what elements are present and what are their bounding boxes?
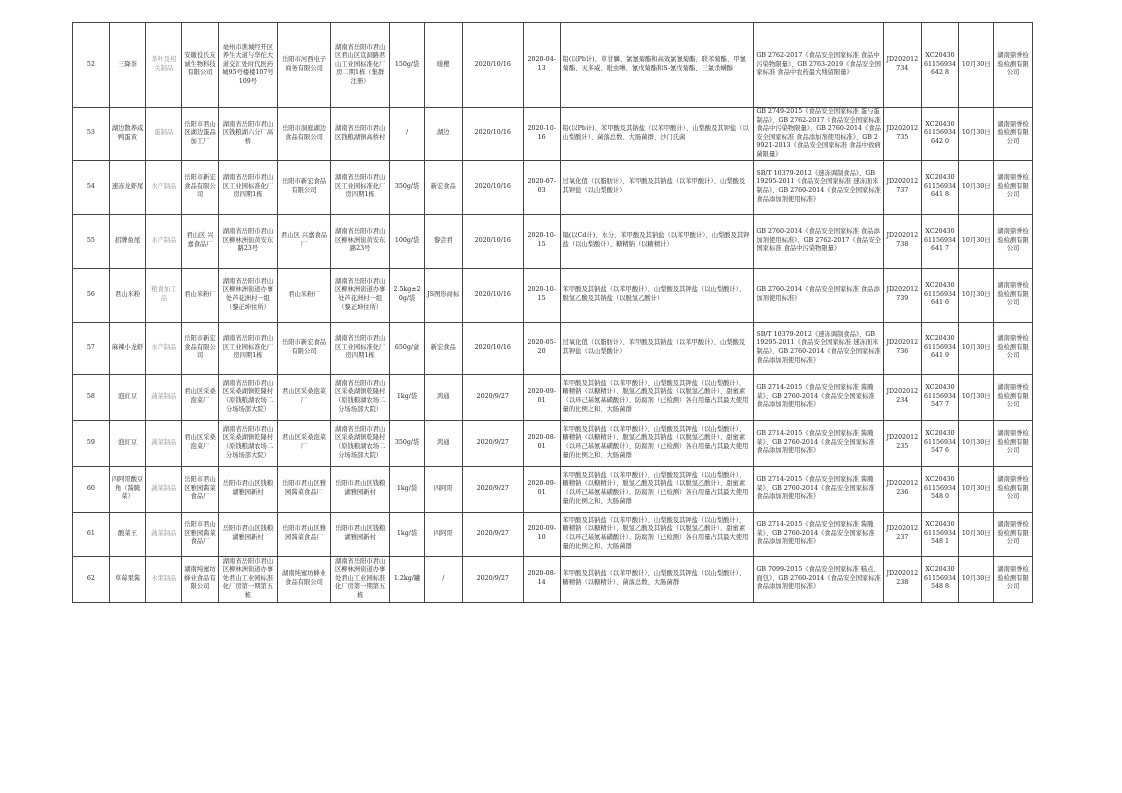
sampling-date-cell: 2020-08-14 bbox=[523, 556, 560, 602]
specification-cell: 350g/袋 bbox=[390, 420, 425, 466]
specification-cell: 1.2kg/罐 bbox=[390, 556, 425, 602]
product-name-cell: 泡豇豆 bbox=[109, 374, 146, 420]
row-number-cell: 59 bbox=[73, 420, 110, 466]
notice-date-cell: 10月30日 bbox=[959, 374, 994, 420]
food-category-cell: 水产制品 bbox=[146, 322, 182, 374]
seller-name-cell: 岳阳市君山区雅园酱菜食品厂 bbox=[278, 466, 331, 512]
product-name-cell: 湖边散养咸鸭蛋黄 bbox=[109, 108, 146, 161]
report-number-cell: XC2043061156934642 8 bbox=[921, 23, 959, 108]
test-items-cell: 苯甲酸及其钠盐（以苯甲酸计）、山梨酸及其钾盐（以山梨酸计）、脱氢乙酸及其钠盐（以脱氢乙酸计） bbox=[560, 268, 754, 322]
producer-address-cell: 湖南省岳阳市君山区柳林洲街道办事处芦花洲村一组（黎正坤住所） bbox=[218, 268, 277, 322]
brand-cell: 湖边 bbox=[424, 108, 462, 161]
judgement-standard-cell: GB 2714-2015《食品安全国家标准 酱腌菜》、GB 2760-2014《食品安全国家标准 食品添加剂使用标准》 bbox=[754, 512, 884, 556]
specification-cell: 350g/袋 bbox=[390, 160, 425, 214]
sample-number-cell: JD202012234 bbox=[883, 374, 921, 420]
producer-address-cell: 湖南省岳阳市君山区柳林洲街黄安东路23号 bbox=[218, 214, 277, 268]
test-items-cell: 过氧化值（以脂肪计）、苯甲酸及其钠盐（以苯甲酸计）、山梨酸及其钾盐（以山梨酸计） bbox=[560, 160, 754, 214]
judgement-standard-cell: GB 2714-2015《食品安全国家标准 酱腌菜》、GB 2760-2014《食品安全国家标准 食品添加剂使用标准》 bbox=[754, 420, 884, 466]
row-number-cell: 61 bbox=[73, 512, 110, 556]
report-number-cell: XC2043061156934547 6 bbox=[921, 420, 959, 466]
judgement-standard-cell: GB 2760-2014《食品安全国家标准 食品添加剂使用标准》、GB 2762-2017《食品安全国家标准 食品中污染物限量》 bbox=[754, 214, 884, 268]
notice-date-cell: 10月30日 bbox=[959, 420, 994, 466]
brand-cell: 鸿通 bbox=[424, 374, 462, 420]
notice-date-cell: 10月30日 bbox=[959, 322, 994, 374]
seller-name-cell: 君山区采桑泡菜厂 bbox=[278, 374, 331, 420]
table-row bbox=[73, 268, 1033, 322]
specification-cell: 100g/袋 bbox=[390, 214, 425, 268]
product-name-cell: 泡豇豆 bbox=[109, 420, 146, 466]
sample-number-cell: JD202012238 bbox=[883, 556, 921, 602]
specification-cell: 650g/盒 bbox=[390, 322, 425, 374]
producer-name-cell: 岳阳市君山区雅园酱菜食品厂 bbox=[182, 512, 219, 556]
producer-address-cell: 湖南省岳阳市君山区工业园标准化厂房四期1栋 bbox=[218, 160, 277, 214]
test-items-cell: 镉(以Cd计)、水分、苯甲酸及其钠盐（以苯甲酸计）、山梨酸及其钾盐（以山梨酸计）、糖精钠（以糖精计） bbox=[560, 214, 754, 268]
testing-agency-cell: 湖南鼎誉检验检测有限公司 bbox=[994, 214, 1033, 268]
sampling-date-cell: 2020-08-01 bbox=[523, 420, 560, 466]
testing-agency-cell: 湖南鼎誉检验检测有限公司 bbox=[994, 322, 1033, 374]
report-number-cell: XC2043061156934641 7 bbox=[921, 214, 959, 268]
testing-agency-cell: 湖南鼎誉检验检测有限公司 bbox=[994, 108, 1033, 161]
specification-cell: 1kg/袋 bbox=[390, 374, 425, 420]
testing-agency-cell: 湖南鼎誉检验检测有限公司 bbox=[994, 268, 1033, 322]
judgement-standard-cell: SB/T 10379-2012《速冻调制食品》、GB 19295-2011《食品安全国家标准 速冻面米制品》、GB 2760-2014《食品安全国家标准 食品添加剂使用标准》 bbox=[754, 322, 884, 374]
specification-cell: 2.5kg±20g/袋 bbox=[390, 268, 425, 322]
brand-cell: / bbox=[424, 556, 462, 602]
judgement-standard-cell: GB 2762-2017《食品安全国家标准 食品中污染物限量》、GB 2763-2019《食品安全国家标准 食品中农药最大残留限量》 bbox=[754, 23, 884, 108]
row-number-cell: 54 bbox=[73, 160, 110, 214]
seller-name-cell: 君山区 兴嘉食品厂 bbox=[278, 214, 331, 268]
sample-number-cell: JD202012739 bbox=[883, 268, 921, 322]
judgement-standard-cell: GB 2714-2015《食品安全国家标准 酱腌菜》、GB 2760-2014《食品安全国家标准 食品添加剂使用标准》 bbox=[754, 374, 884, 420]
specification-cell: / bbox=[390, 108, 425, 161]
sampling-date-cell: 2020-10-15 bbox=[523, 214, 560, 268]
sample-number-cell: JD202012738 bbox=[883, 214, 921, 268]
sampling-date-cell: 2020-09-01 bbox=[523, 466, 560, 512]
sample-number-cell: JD202012735 bbox=[883, 108, 921, 161]
seller-name-cell: 岳阳市君山区雅园酱菜食品厂 bbox=[278, 512, 331, 556]
sampling-date-cell: 2020-10-16 bbox=[523, 108, 560, 161]
testing-agency-cell: 湖南鼎誉检验检测有限公司 bbox=[994, 160, 1033, 214]
table-body bbox=[73, 23, 1033, 603]
seller-name-cell: 岳阳市新宏食品有限公司 bbox=[278, 160, 331, 214]
table-row bbox=[73, 466, 1033, 512]
seller-address-cell: 湖南省岳阳市君山区工业园标准化厂房四期1栋 bbox=[331, 322, 390, 374]
sampling-date-cell: 2020-09-01 bbox=[523, 374, 560, 420]
seller-name-cell: 岳阳市新宏食品有限公司 bbox=[278, 322, 331, 374]
specification-cell: 1kg/袋 bbox=[390, 512, 425, 556]
seller-address-cell: 湖南省岳阳市君山区采桑湖镇乾隆村（原钱粮湖农场二分场场部大院） bbox=[331, 374, 390, 420]
sample-number-cell: JD202012237 bbox=[883, 512, 921, 556]
brand-cell: JS图形商标 bbox=[424, 268, 462, 322]
notice-date-cell: 10月30日 bbox=[959, 556, 994, 602]
food-category-cell: 粮食加工品 bbox=[146, 268, 182, 322]
sample-number-cell: JD202012235 bbox=[883, 420, 921, 466]
testing-agency-cell: 湖南鼎誉检验检测有限公司 bbox=[994, 23, 1033, 108]
seller-name-cell: 君山米粉厂 bbox=[278, 268, 331, 322]
seller-name-cell: 君山区采桑泡菜厂 bbox=[278, 420, 331, 466]
production-date-cell: 2020/10/16 bbox=[462, 214, 523, 268]
testing-agency-cell: 湖南鼎誉检验检测有限公司 bbox=[994, 512, 1033, 556]
seller-address-cell: 湖南省岳阳市君山区钱粮湖镇高桥村 bbox=[331, 108, 390, 161]
judgement-standard-cell: GB 2714-2015《食品安全国家标准 酱腌菜》、GB 2760-2014《食品安全国家标准 食品添加剂使用标准》 bbox=[754, 466, 884, 512]
sampling-date-cell: 2020-05-20 bbox=[523, 322, 560, 374]
table-row bbox=[73, 214, 1033, 268]
brand-cell: 鸿通 bbox=[424, 420, 462, 466]
test-items-cell: 苯甲酸及其钠盐（以苯甲酸计）、山梨酸及其钾盐（以山梨酸计）、糖精钠（以糖精计）、脱氢乙酸及其钠盐（以脱氢乙酸计）、甜蜜素（以环己基氨基磺酸计）、防腐剂（已检测）各自用量占其最大使用量的比例之和、大肠菌群 bbox=[560, 512, 754, 556]
test-items-cell: 苯甲酸及其钠盐（以苯甲酸计）、山梨酸及其钾盐（以山梨酸计）、糖精钠（以糖精计）、脱氢乙酸及其钠盐（以脱氢乙酸计）、甜蜜素（以环己基氨基磺酸计）、防腐剂（已检测）各自用量占其最大使用量的比例之和、大肠菌群 bbox=[560, 466, 754, 512]
table-row bbox=[73, 420, 1033, 466]
notice-date-cell: 10月30日 bbox=[959, 466, 994, 512]
report-number-cell: XC2043061156934641 9 bbox=[921, 322, 959, 374]
food-category-cell: 水产制品 bbox=[146, 214, 182, 268]
food-category-cell: 水产制品 bbox=[146, 160, 182, 214]
production-date-cell: 2020/10/16 bbox=[462, 160, 523, 214]
test-items-cell: 苯甲酸及其钠盐（以苯甲酸计）、山梨酸及其钾盐（以山梨酸计）、糖精钠（以糖精计）、脱氢乙酸及其钠盐（以脱氢乙酸计）、甜蜜素（以环己基氨基磺酸计）、防腐剂（已检测）各自用量占其最大使用量的比例之和、大肠菌群 bbox=[560, 374, 754, 420]
sampling-date-cell: 2020-09-10 bbox=[523, 512, 560, 556]
producer-address-cell: 湖南省岳阳市君山区柳林洲街道办事处君山工业园标准化厂房第一期第五栋 bbox=[218, 556, 277, 602]
judgement-standard-cell: GB 2760-2014《食品安全国家标准 食品添加剂使用标准》 bbox=[754, 268, 884, 322]
food-category-cell: 蛋制品 bbox=[146, 108, 182, 161]
brand-cell: 黎尝君 bbox=[424, 214, 462, 268]
brand-cell: 新宏食品 bbox=[424, 322, 462, 374]
row-number-cell: 52 bbox=[73, 23, 110, 108]
judgement-standard-cell: SB/T 10379-2012《速冻调制食品》、GB 19295-2011《食品安全国家标准 速冻面米制品》、GB 2760-2014《食品安全国家标准 食品添加剂使用标准》 bbox=[754, 160, 884, 214]
producer-name-cell: 君山区 兴嘉食品厂 bbox=[182, 214, 219, 268]
product-name-cell: 君山米粉 bbox=[109, 268, 146, 322]
row-number-cell: 55 bbox=[73, 214, 110, 268]
product-name-cell: 速冻龙虾尾 bbox=[109, 160, 146, 214]
brand-cell: 暖樱 bbox=[424, 23, 462, 108]
production-date-cell: 2020/9/27 bbox=[462, 420, 523, 466]
food-category-cell: 蔬菜制品 bbox=[146, 512, 182, 556]
producer-name-cell: 岳阳市新宏食品有限公司 bbox=[182, 322, 219, 374]
report-number-cell: XC2043061156934547 7 bbox=[921, 374, 959, 420]
producer-address-cell: 湖南省岳阳市君山区钱粮湖六分厂高桥 bbox=[218, 108, 277, 161]
production-date-cell: 2020/10/16 bbox=[462, 322, 523, 374]
production-date-cell: 2020/10/16 bbox=[462, 108, 523, 161]
report-number-cell: XC2043061156934548 1 bbox=[921, 512, 959, 556]
row-number-cell: 56 bbox=[73, 268, 110, 322]
sampling-date-cell: 2020-10-15 bbox=[523, 268, 560, 322]
test-items-cell: 过氧化值（以脂肪计）、苯甲酸及其钠盐（以苯甲酸计）、山梨酸及其钾盐（以山梨酸计） bbox=[560, 322, 754, 374]
report-number-cell: XC2043061156934548 8 bbox=[921, 556, 959, 602]
table-row bbox=[73, 512, 1033, 556]
brand-cell: 新宏食品 bbox=[424, 160, 462, 214]
table-row bbox=[73, 108, 1033, 161]
row-number-cell: 53 bbox=[73, 108, 110, 161]
test-items-cell: 苯甲酸及其钠盐（以苯甲酸计）、山梨酸及其钾盐（以山梨酸计）、糖精钠（以糖精计）、脱氢乙酸及其钠盐（以脱氢乙酸计）、甜蜜素（以环己基氨基磺酸计）、防腐剂（已检测）各自用量占其最大使用量的比例之和、大肠菌群 bbox=[560, 420, 754, 466]
notice-date-cell: 10月30日 bbox=[959, 23, 994, 108]
sample-number-cell: JD202012236 bbox=[883, 466, 921, 512]
table-row bbox=[73, 374, 1033, 420]
producer-name-cell: 君山区采桑泡菜厂 bbox=[182, 374, 219, 420]
report-number-cell: XC2043061156934548 0 bbox=[921, 466, 959, 512]
table-row bbox=[73, 23, 1033, 108]
table-row bbox=[73, 322, 1033, 374]
producer-address-cell: 湖南省岳阳市君山区采桑湖镇乾隆村（原钱粮湖农场二分场场部大院） bbox=[218, 420, 277, 466]
producer-address-cell: 湖南省岳阳市君山区工业园标准化厂房四期1栋 bbox=[218, 322, 277, 374]
seller-address-cell: 湖南省岳阳市君山区采桑湖镇乾隆村（原钱粮湖农场二分场场部大院） bbox=[331, 420, 390, 466]
production-date-cell: 2020/10/16 bbox=[462, 268, 523, 322]
food-category-cell: 蔬菜制品 bbox=[146, 420, 182, 466]
seller-address-cell: 湖南省岳阳市君山区君山区宣洞路君山工业园标准化厂房二期1栋（集群注册） bbox=[331, 23, 390, 108]
seller-address-cell: 湖南省岳阳市君山区柳林洲街道办事处芦花洲村一组（黎正坤住所） bbox=[331, 268, 390, 322]
seller-address-cell: 岳阳市君山区钱粮湖雅园新村 bbox=[331, 466, 390, 512]
sample-number-cell: JD202012736 bbox=[883, 322, 921, 374]
seller-name-cell: 湖南纯蜜坊蜂业食品有限公司 bbox=[278, 556, 331, 602]
sample-number-cell: JD202012737 bbox=[883, 160, 921, 214]
seller-name-cell: 岳阳市洞庭湖边食品有限公司 bbox=[278, 108, 331, 161]
specification-cell: 1kg/袋 bbox=[390, 466, 425, 512]
product-name-cell: 四阿哥酸豆角（酱腌菜） bbox=[109, 466, 146, 512]
seller-address-cell: 湖南省岳阳市君山区柳林洲街道办事处君山工业园标准化厂房第一期第五栋 bbox=[331, 556, 390, 602]
table-row bbox=[73, 160, 1033, 214]
seller-address-cell: 湖南省岳阳市君山区柳林洲街黄安东路23号 bbox=[331, 214, 390, 268]
table-row bbox=[73, 556, 1033, 602]
product-name-cell: 招牌鱼尾 bbox=[109, 214, 146, 268]
report-number-cell: XC2043061156934642 0 bbox=[921, 108, 959, 161]
test-items-cell: 铅(以Pb计)、苯甲酸及其钠盐（以苯甲酸计）、山梨酸及其钾盐（以山梨酸计）、菌落总数、大肠菌群、沙门氏菌 bbox=[560, 108, 754, 161]
producer-name-cell: 君山米粉厂 bbox=[182, 268, 219, 322]
production-date-cell: 2020/9/27 bbox=[462, 556, 523, 602]
food-category-cell: 水果制品 bbox=[146, 556, 182, 602]
production-date-cell: 2020/10/16 bbox=[462, 23, 523, 108]
food-category-cell: 蔬菜制品 bbox=[146, 374, 182, 420]
row-number-cell: 58 bbox=[73, 374, 110, 420]
report-number-cell: XC2043061156934641 6 bbox=[921, 268, 959, 322]
producer-name-cell: 湖南纯蜜坊蜂业食品有限公司 bbox=[182, 556, 219, 602]
food-category-cell: 茶叶及相关制品 bbox=[146, 23, 182, 108]
inspection-results-table bbox=[72, 22, 1033, 603]
producer-address-cell: 岳阳市君山区钱粮湖雅园新村 bbox=[218, 512, 277, 556]
producer-name-cell: 岳阳市新宏食品有限公司 bbox=[182, 160, 219, 214]
notice-date-cell: 10月30日 bbox=[959, 512, 994, 556]
judgement-standard-cell: GB 7099-2015《食品安全国家标准 糕点、面包》、GB 2760-2014《食品安全国家标准 食品添加剂使用标准》 bbox=[754, 556, 884, 602]
seller-name-cell: 岳阳市河西电子商务有限公司 bbox=[278, 23, 331, 108]
testing-agency-cell: 湖南鼎誉检验检测有限公司 bbox=[994, 556, 1033, 602]
product-name-cell: 草莓果酱 bbox=[109, 556, 146, 602]
test-items-cell: 铅(以Pb计)、草甘膦、氯氰菊酯和高效氯氰菊酯、联苯菊酯、甲氰菊酯、灭多威、吡虫啉、氰戊菊酯和S-氰戊菊酯、三氯杀螨醇 bbox=[560, 23, 754, 108]
seller-address-cell: 湖南省岳阳市君山区工业园标准化厂房四期1栋 bbox=[331, 160, 390, 214]
sampling-date-cell: 2020-04-13 bbox=[523, 23, 560, 108]
sample-number-cell: JD202012734 bbox=[883, 23, 921, 108]
producer-name-cell: 岳阳市君山区雅园酱菜食品厂 bbox=[182, 466, 219, 512]
test-items-cell: 苯甲酸及其钠盐（以苯甲酸计）、山梨酸及其钾盐（以山梨酸计）、糖精钠（以糖精计）、菌落总数、大肠菌群 bbox=[560, 556, 754, 602]
testing-agency-cell: 湖南鼎誉检验检测有限公司 bbox=[994, 374, 1033, 420]
row-number-cell: 57 bbox=[73, 322, 110, 374]
producer-address-cell: 湖南省岳阳市君山区采桑湖镇乾隆村（原钱粮湖农场二分场场部大院） bbox=[218, 374, 277, 420]
seller-address-cell: 岳阳市君山区钱粮湖雅园新村 bbox=[331, 512, 390, 556]
row-number-cell: 62 bbox=[73, 556, 110, 602]
sampling-date-cell: 2020-07-03 bbox=[523, 160, 560, 214]
row-number-cell: 60 bbox=[73, 466, 110, 512]
producer-name-cell: 岳阳市君山区湖边蛋品加工厂 bbox=[182, 108, 219, 161]
product-name-cell: 酸菜王 bbox=[109, 512, 146, 556]
product-name-cell: 麻辣小龙虾 bbox=[109, 322, 146, 374]
product-name-cell: 三降茶 bbox=[109, 23, 146, 108]
brand-cell: 四阿哥 bbox=[424, 512, 462, 556]
testing-agency-cell: 湖南鼎誉检验检测有限公司 bbox=[994, 466, 1033, 512]
producer-name-cell: 君山区采桑泡菜厂 bbox=[182, 420, 219, 466]
producer-address-cell: 岳阳市君山区钱粮湖雅园新村 bbox=[218, 466, 277, 512]
producer-name-cell: 安徽役氏友诚生物科技有限公司 bbox=[182, 23, 219, 108]
production-date-cell: 2020/9/27 bbox=[462, 466, 523, 512]
notice-date-cell: 10月30日 bbox=[959, 160, 994, 214]
food-category-cell: 蔬菜制品 bbox=[146, 466, 182, 512]
production-date-cell: 2020/9/27 bbox=[462, 374, 523, 420]
report-number-cell: XC2043061156934641 8 bbox=[921, 160, 959, 214]
judgement-standard-cell: GB 2749-2015《食品安全国家标准 蛋与蛋制品》、GB 2762-2017《食品安全国家标准 食品中污染物限量》、GB 2760-2014《食品安全国家标准 食品添加剂使用标准》、GB 29921-2013《食品安全国家标准 食品中致病菌限量》 bbox=[754, 108, 884, 161]
notice-date-cell: 10月30日 bbox=[959, 108, 994, 161]
production-date-cell: 2020/9/27 bbox=[462, 512, 523, 556]
notice-date-cell: 10月30日 bbox=[959, 214, 994, 268]
specification-cell: 150g/袋 bbox=[390, 23, 425, 108]
brand-cell: 四阿哥 bbox=[424, 466, 462, 512]
producer-address-cell: 亳州市谯城经开区养生大道与华佗大道交汇处时代医药城95号楼楼107号109号 bbox=[218, 23, 277, 108]
testing-agency-cell: 湖南鼎誉检验检测有限公司 bbox=[994, 420, 1033, 466]
notice-date-cell: 10月30日 bbox=[959, 268, 994, 322]
